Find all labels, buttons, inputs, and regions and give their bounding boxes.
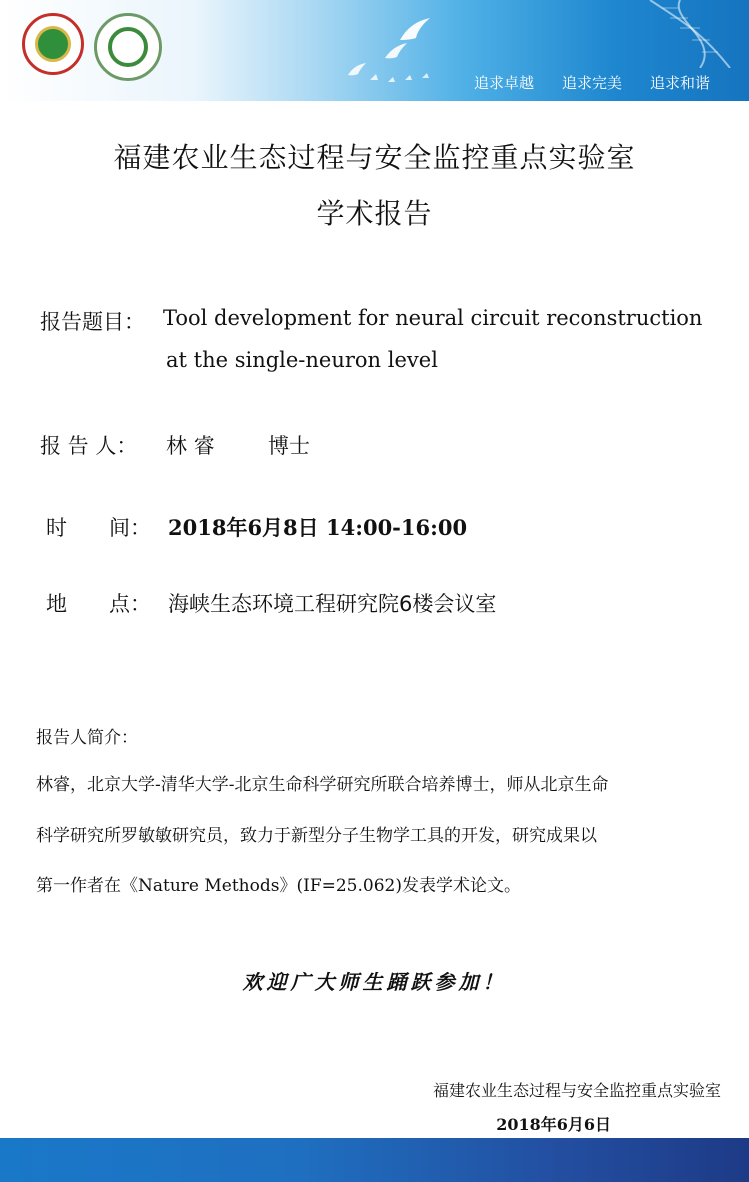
report-title: 学术报告	[316, 197, 433, 230]
time-value: 2018年6月8日 14:00-16:00	[168, 515, 468, 540]
bio-line-2: 科学研究所罗敏敏研究员，致力于新型分子生物学工具的开发，研究成果以	[36, 826, 597, 846]
welcome-message: 欢迎广大师生踊跃参加！	[242, 970, 507, 994]
dna-helix-icon	[640, 0, 740, 68]
institute-emblem-icon	[94, 13, 162, 81]
motto-excellence: 追求卓越	[474, 74, 535, 92]
birds-icon	[330, 0, 480, 100]
footer-organizer: 福建农业生态过程与安全监控重点实验室	[432, 1081, 721, 1100]
speaker-label: 报 告 人：	[40, 434, 138, 458]
bio-heading: 报告人简介：	[36, 728, 138, 748]
place-label: 地 点：	[46, 592, 151, 616]
motto-harmony: 追求和谐	[650, 74, 711, 92]
bio-line-3: 第一作者在《Nature Methods》(IF=25.062)发表学术论文。	[36, 876, 521, 896]
topic-line2: at the single-neuron level	[166, 348, 438, 372]
time-label: 时 间：	[46, 516, 151, 540]
motto-perfection: 追求完美	[562, 74, 623, 92]
header-banner	[0, 0, 749, 101]
topic-label: 报告题目：	[40, 310, 145, 334]
university-emblem-icon	[22, 13, 84, 75]
topic-line1: Tool development for neural circuit reconstruction	[163, 306, 703, 330]
lab-title: 福建农业生态过程与安全监控重点实验室	[113, 141, 636, 174]
footer-date: 2018年6月6日	[496, 1115, 611, 1134]
bio-line-1: 林睿，北京大学-清华大学-北京生命科学研究所联合培养博士，师从北京生命	[36, 775, 609, 795]
bottom-bar	[0, 1138, 749, 1182]
speaker-name: 林 睿	[166, 434, 215, 458]
speaker-title: 博士	[268, 434, 310, 458]
place-value: 海峡生态环境工程研究院6楼会议室	[168, 592, 497, 616]
